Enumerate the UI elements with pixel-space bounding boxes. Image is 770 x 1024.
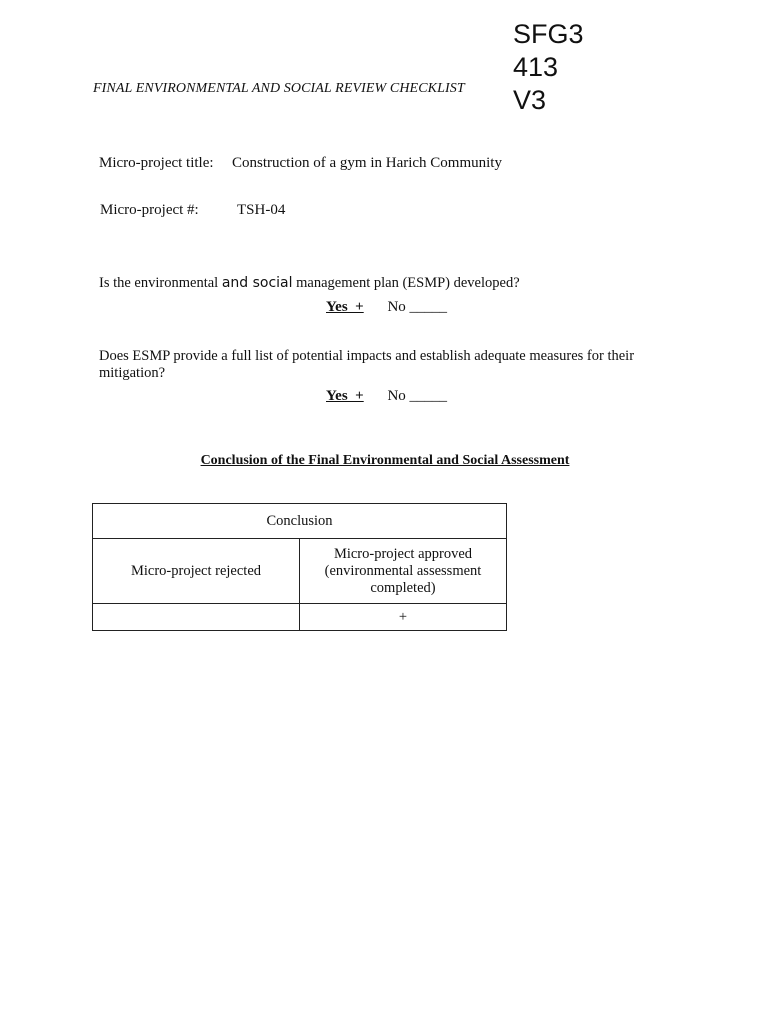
conclusion-table-options-row bbox=[93, 539, 507, 604]
conclusion-table-header: Conclusion bbox=[93, 504, 507, 539]
question-1-text-sans: and social bbox=[221, 275, 293, 291]
answer-2-no: No _____ bbox=[387, 388, 448, 404]
approved-option-label: Micro-project approved (environmental assessment completed) bbox=[300, 539, 507, 604]
document-code-line-3: V3 bbox=[513, 85, 547, 115]
rejected-option-mark bbox=[93, 604, 300, 631]
micro-project-title-row bbox=[99, 155, 502, 172]
document-code-line-2: 413 bbox=[513, 52, 559, 82]
micro-project-number-value: TSH-04 bbox=[237, 202, 286, 218]
approved-option-mark: + bbox=[300, 604, 507, 631]
micro-project-title-value: Construction of a gym in Harich Community bbox=[232, 155, 502, 171]
rejected-option-label: Micro-project rejected bbox=[93, 539, 300, 604]
question-1-text-end: management plan (ESMP) developed? bbox=[292, 275, 520, 291]
conclusion-table bbox=[92, 503, 507, 631]
conclusion-table-mark-row bbox=[93, 604, 507, 631]
question-esmp-developed bbox=[99, 275, 699, 292]
answer-1-no: No _____ bbox=[387, 299, 448, 315]
answer-1-yes: Yes + bbox=[326, 299, 364, 315]
question-1-text-start: Is the environmental bbox=[99, 275, 222, 291]
question-esmp-impacts: Does ESMP provide a full list of potential impacts and establish adequate measures for their mitigation? bbox=[99, 348, 635, 381]
document-code bbox=[513, 18, 603, 115]
document-code-line-1: SFG3 bbox=[513, 19, 584, 49]
answer-2-yes: Yes + bbox=[326, 388, 364, 404]
answer-esmp-developed bbox=[326, 299, 447, 316]
micro-project-number-label: Micro-project #: bbox=[100, 202, 199, 218]
conclusion-heading: Conclusion of the Final Environmental and Social Assessment bbox=[200, 453, 570, 468]
micro-project-title-label: Micro-project title: bbox=[99, 155, 214, 171]
conclusion-table-header-row bbox=[93, 504, 507, 539]
micro-project-number-row bbox=[100, 202, 286, 219]
answer-esmp-impacts bbox=[326, 388, 447, 405]
checklist-title: FINAL ENVIRONMENTAL AND SOCIAL REVIEW CHECKLIST bbox=[93, 81, 465, 96]
